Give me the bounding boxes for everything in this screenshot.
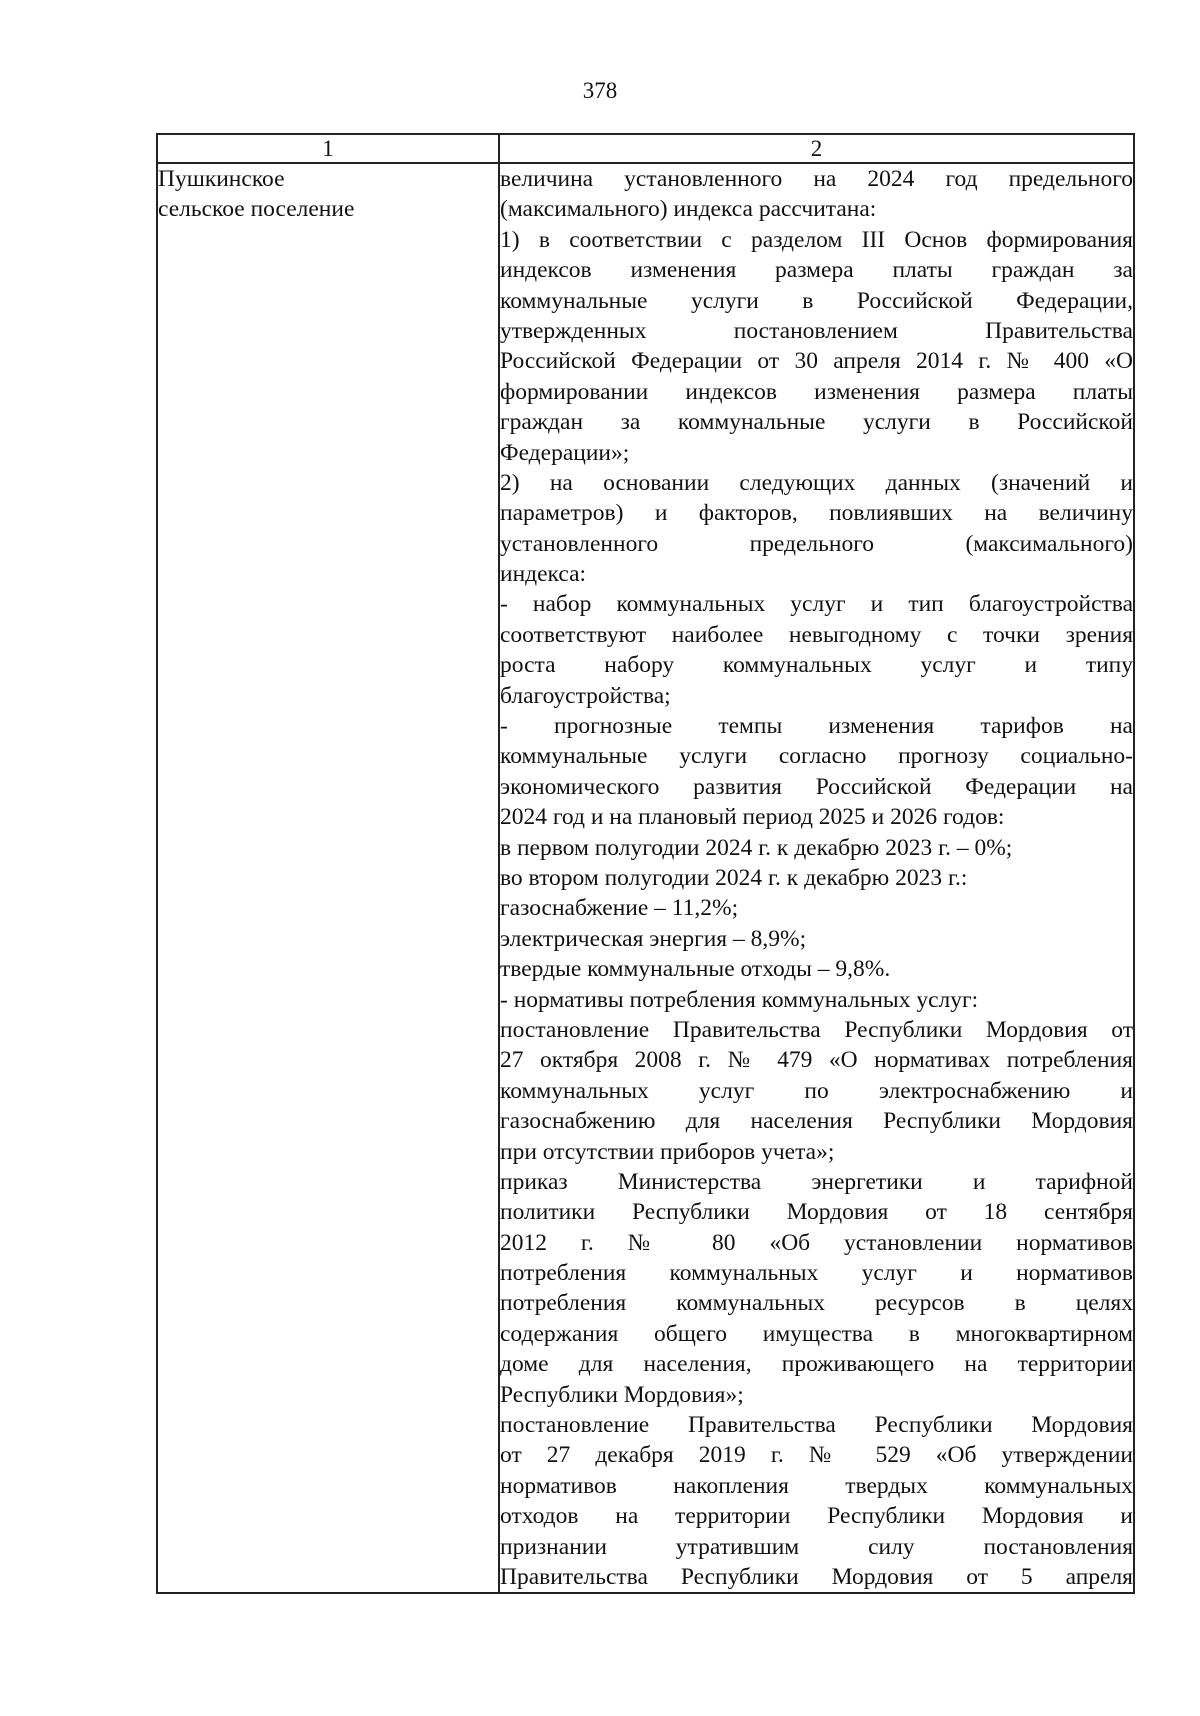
- text-line: отходов на территории Республики Мордовия и: [500, 1503, 1133, 1530]
- settlement-name-cell: [157, 163, 499, 1593]
- text-line: при отсутствии приборов учета»;: [500, 1138, 835, 1165]
- text-line: 2012 г. № 80 «Об установлении нормативов: [500, 1229, 1133, 1256]
- text-line: твердые коммунальные отходы – 9,8%.: [500, 956, 891, 983]
- text-line: формировании индексов изменения размера платы: [500, 378, 1133, 405]
- text-line: 2) на основании следующих данных (значений и: [500, 469, 1133, 496]
- text-line: коммунальные услуги согласно прогнозу социально-: [500, 743, 1133, 770]
- text-line: содержания общего имущества в многоквартирном: [500, 1320, 1133, 1347]
- text-line: коммунальные услуги в Российской Федерации,: [500, 287, 1133, 314]
- text-line: - набор коммунальных услуг и тип благоустройства: [500, 591, 1133, 618]
- settlement-name-line: Пушкинское: [158, 166, 285, 192]
- text-line: Российской Федерации от 30 апреля 2014 г. № 400 «О: [500, 348, 1133, 375]
- column-header-1: 1: [157, 134, 499, 163]
- text-line: 2024 год и на плановый период 2025 и 2026 годов:: [500, 804, 1005, 831]
- text-line: экономического развития Российской Федерации на: [500, 773, 1133, 800]
- text-line: во втором полугодии 2024 г. к декабрю 2023 г.:: [500, 864, 968, 891]
- text-line: газоснабжению для населения Республики Мордовия: [500, 1108, 1133, 1135]
- text-line: благоустройства;: [500, 682, 671, 709]
- text-line: доме для населения, проживающего на территории: [500, 1351, 1133, 1378]
- text-line: 1) в соответствии с разделом III Основ формирования: [500, 226, 1133, 253]
- text-line: в первом полугодии 2024 г. к декабрю 2023 г. – 0%;: [500, 834, 1013, 861]
- text-line: параметров) и факторов, повлиявших на величину: [500, 500, 1133, 527]
- text-line: (максимального) индекса рассчитана:: [500, 196, 877, 223]
- text-line: величина установленного на 2024 год предельного: [500, 166, 1133, 192]
- text-line: потребления коммунальных ресурсов в целях: [500, 1290, 1133, 1317]
- text-line: установленного предельного (максимального): [500, 530, 1133, 557]
- text-line: нормативов накопления твердых коммунальных: [500, 1472, 1133, 1499]
- text-line: Федерации»;: [500, 439, 630, 466]
- text-line: утвержденных постановлением Правительства: [500, 317, 1133, 344]
- table-header-row: [157, 134, 1134, 163]
- text-line: электрическая энергия – 8,9%;: [500, 925, 807, 952]
- text-line: постановление Правительства Республики Мордовия: [500, 1412, 1133, 1439]
- text-line: индекса:: [500, 561, 587, 588]
- text-line: политики Республики Мордовия от 18 сентября: [500, 1199, 1133, 1226]
- page-number: 378: [582, 78, 618, 103]
- text-line: постановление Правительства Республики Мордовия от: [500, 1016, 1133, 1043]
- text-line: граждан за коммунальные услуги в Российской: [500, 409, 1133, 436]
- text-line: потребления коммунальных услуг и нормативов: [500, 1260, 1133, 1287]
- text-line: - прогнозные темпы изменения тарифов на: [500, 713, 1133, 740]
- text-line: приказ Министерства энергетики и тарифной: [500, 1168, 1133, 1195]
- index-description-cell: [499, 163, 1134, 1593]
- text-line: газоснабжение – 11,2%;: [500, 895, 739, 922]
- text-line: роста набору коммунальных услуг и типу: [500, 652, 1133, 679]
- text-line: коммунальных услуг по электроснабжению и: [500, 1077, 1133, 1104]
- text-line: - нормативы потребления коммунальных услуг:: [500, 986, 979, 1013]
- text-line: 27 октября 2008 г. № 479 «О нормативах потребления: [500, 1047, 1133, 1074]
- text-line: от 27 декабря 2019 г. № 529 «Об утверждении: [500, 1442, 1133, 1469]
- column-header-2: 2: [499, 134, 1134, 163]
- text-line: признании утратившим силу постановления: [500, 1533, 1133, 1560]
- table-row: [157, 163, 1134, 1593]
- text-line: соответствуют наиболее невыгодному с точки зрения: [500, 621, 1133, 648]
- text-line: Правительства Республики Мордовия от 5 апреля: [500, 1563, 1133, 1590]
- text-line: Республики Мордовия»;: [500, 1381, 744, 1408]
- text-line: индексов изменения размера платы граждан за: [500, 257, 1133, 284]
- document-table: [156, 133, 1135, 1594]
- settlement-name-line: сельское поселение: [158, 196, 355, 223]
